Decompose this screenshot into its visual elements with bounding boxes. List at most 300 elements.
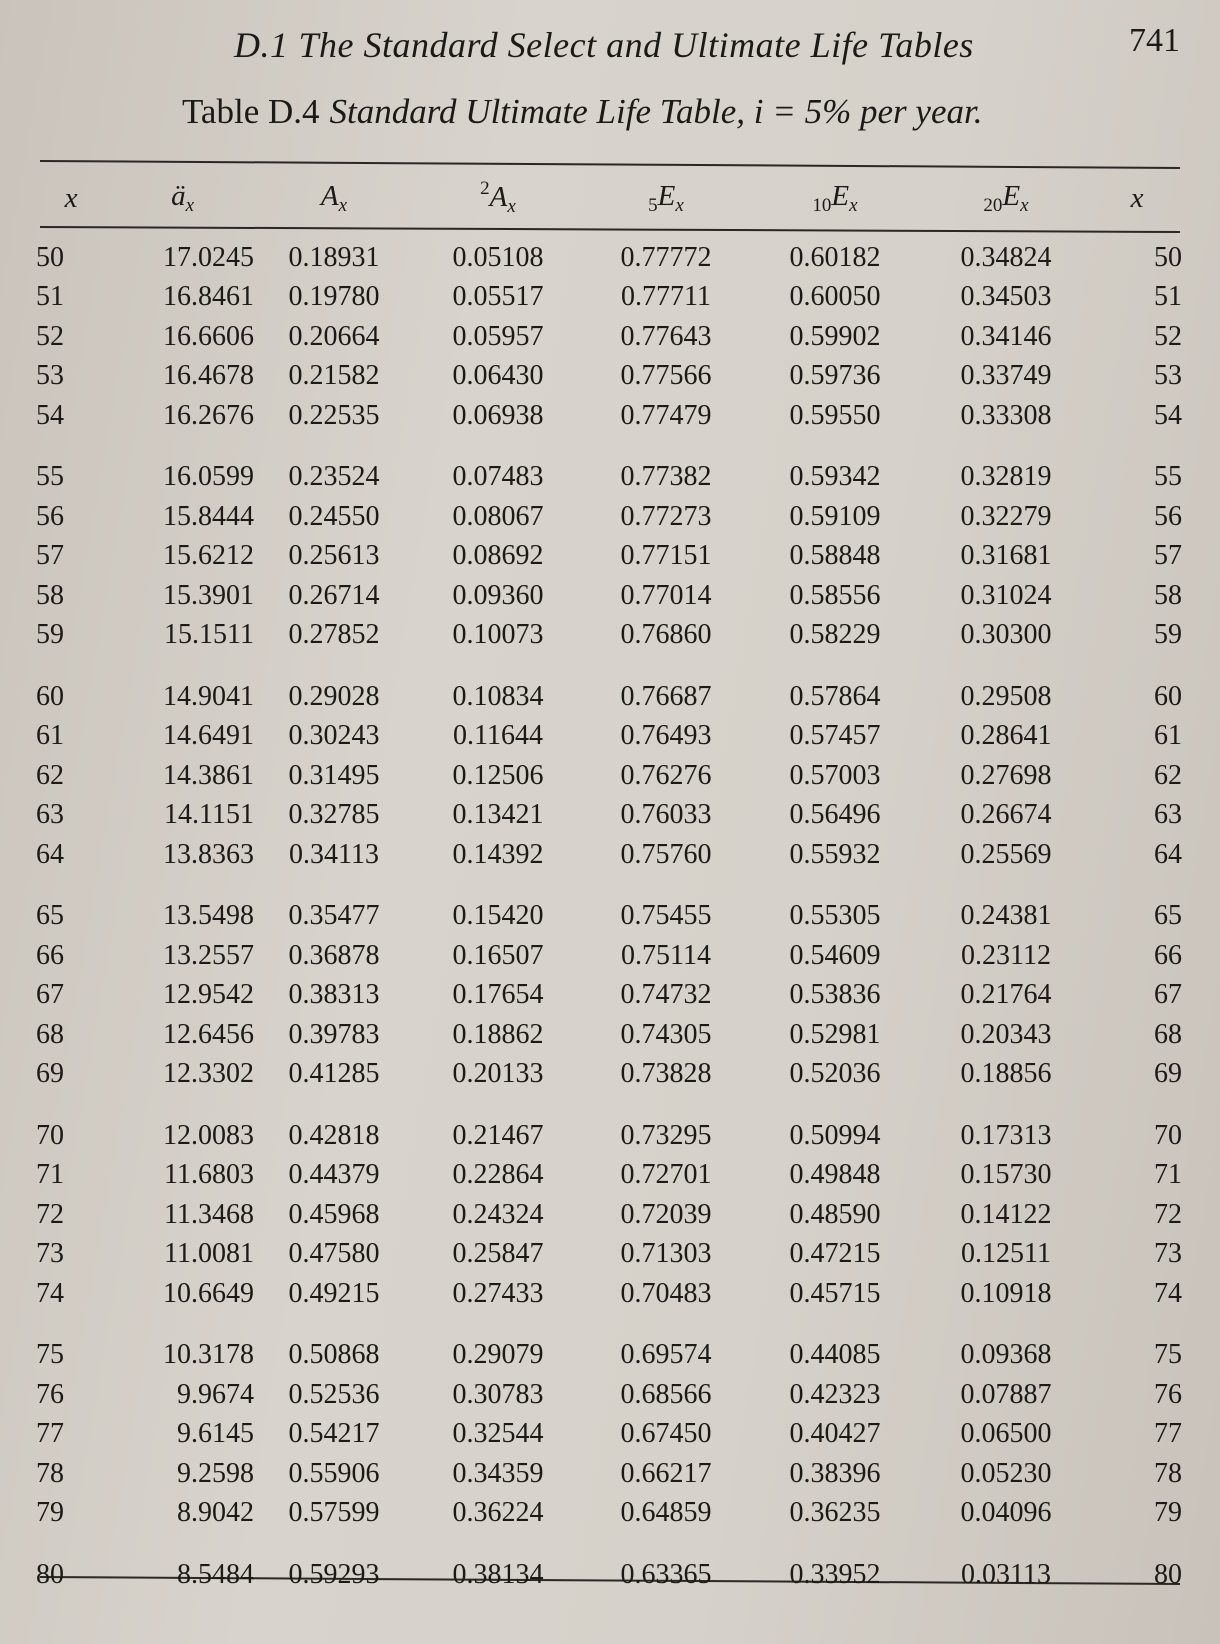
e20-cell: 0.09368 xyxy=(960,1339,1052,1371)
e10-cell: 0.48590 xyxy=(789,1198,881,1230)
header-insurance-sub: x xyxy=(338,194,348,216)
age-cell-right: 78 xyxy=(1154,1457,1182,1489)
age-cell-right: 59 xyxy=(1154,619,1182,651)
insurance-cell: 0.49215 xyxy=(288,1277,380,1309)
header-annuity-symbol: ä xyxy=(171,179,186,212)
e20-cell: 0.25569 xyxy=(960,838,1052,870)
annuity-cell: 13.2557 xyxy=(163,939,254,971)
age-cell-left: 74 xyxy=(36,1277,64,1309)
second-moment-cell: 0.22864 xyxy=(452,1159,544,1191)
table-row xyxy=(36,1195,1182,1235)
e5-cell: 0.70483 xyxy=(620,1277,712,1309)
e20-cell: 0.06500 xyxy=(960,1418,1052,1450)
e20-cell: 0.31024 xyxy=(960,579,1052,611)
annuity-cell: 12.3302 xyxy=(163,1058,254,1090)
e5-cell: 0.76687 xyxy=(620,680,712,712)
e10-cell: 0.58848 xyxy=(789,540,881,572)
insurance-cell: 0.47580 xyxy=(288,1238,380,1270)
table-row xyxy=(36,717,1182,757)
second-moment-cell: 0.38134 xyxy=(452,1558,544,1590)
age-cell-left: 71 xyxy=(36,1159,64,1191)
second-moment-cell: 0.21467 xyxy=(452,1119,544,1151)
e20-cell: 0.29508 xyxy=(960,680,1052,712)
age-cell-right: 73 xyxy=(1154,1238,1182,1270)
second-moment-cell: 0.18862 xyxy=(452,1018,544,1050)
second-moment-cell: 0.15420 xyxy=(452,900,544,932)
e5-cell: 0.72039 xyxy=(620,1198,712,1230)
age-cell-right: 68 xyxy=(1154,1018,1182,1050)
age-cell-right: 65 xyxy=(1154,900,1182,932)
e5-cell: 0.76493 xyxy=(620,720,712,752)
second-moment-cell: 0.25847 xyxy=(452,1238,544,1270)
annuity-cell: 15.3901 xyxy=(163,579,254,611)
e20-cell: 0.17313 xyxy=(960,1119,1052,1151)
e10-cell: 0.60050 xyxy=(789,281,881,313)
table-row xyxy=(36,976,1182,1016)
top-rule xyxy=(40,160,1180,169)
e10-cell: 0.52036 xyxy=(789,1058,881,1090)
table-row xyxy=(36,1533,1182,1595)
age-cell-right: 67 xyxy=(1154,979,1182,1011)
age-cell-right: 50 xyxy=(1154,241,1182,273)
e10-cell: 0.47215 xyxy=(789,1238,881,1270)
table-row xyxy=(36,1274,1182,1314)
table-title: Standard Ultimate Life Table, i = 5% per year. xyxy=(329,92,983,131)
e20-cell: 0.15730 xyxy=(960,1159,1052,1191)
e5-cell: 0.72701 xyxy=(620,1159,712,1191)
second-moment-cell: 0.30783 xyxy=(452,1378,544,1410)
annuity-cell: 8.5484 xyxy=(177,1558,254,1590)
insurance-cell: 0.52536 xyxy=(288,1378,380,1410)
annuity-cell: 10.3178 xyxy=(163,1339,254,1371)
insurance-cell: 0.42818 xyxy=(288,1119,380,1151)
insurance-cell: 0.38313 xyxy=(288,979,380,1011)
age-cell-left: 65 xyxy=(36,900,64,932)
annuity-cell: 16.8461 xyxy=(163,281,254,313)
table-row xyxy=(36,497,1182,537)
age-cell-left: 63 xyxy=(36,799,64,831)
annuity-cell: 12.9542 xyxy=(163,979,254,1011)
age-cell-left: 80 xyxy=(36,1558,64,1590)
table-row xyxy=(36,317,1182,357)
running-head xyxy=(234,24,974,66)
insurance-cell: 0.22535 xyxy=(288,399,380,431)
section-title: The Standard Select and Ultimate Life Tables xyxy=(298,25,974,65)
e10-cell: 0.57003 xyxy=(789,759,881,791)
annuity-cell: 11.0081 xyxy=(164,1238,254,1270)
header-e20-sub: x xyxy=(1020,194,1029,216)
header-second-moment-sup: 2 xyxy=(480,178,490,199)
age-cell-right: 63 xyxy=(1154,799,1182,831)
age-cell-left: 73 xyxy=(36,1238,64,1270)
header-annuity xyxy=(106,176,254,220)
e5-cell: 0.73295 xyxy=(620,1119,712,1151)
table-row xyxy=(36,396,1182,436)
second-moment-cell: 0.17654 xyxy=(452,979,544,1011)
e20-cell: 0.34503 xyxy=(960,281,1052,313)
age-cell-right: 52 xyxy=(1154,320,1182,352)
age-cell-right: 79 xyxy=(1154,1497,1182,1529)
e20-cell: 0.20343 xyxy=(960,1018,1052,1050)
header-e5-symbol: E xyxy=(657,179,676,212)
e10-cell: 0.56496 xyxy=(789,799,881,831)
e20-cell: 0.04096 xyxy=(960,1497,1052,1529)
e10-cell: 0.60182 xyxy=(789,241,881,273)
table-row xyxy=(36,835,1182,875)
e10-cell: 0.50994 xyxy=(789,1119,881,1151)
e10-cell: 0.33952 xyxy=(789,1558,881,1590)
annuity-cell: 14.9041 xyxy=(163,680,254,712)
age-cell-left: 66 xyxy=(36,939,64,971)
insurance-cell: 0.59293 xyxy=(288,1558,380,1590)
insurance-cell: 0.55906 xyxy=(288,1457,380,1489)
e10-cell: 0.54609 xyxy=(789,939,881,971)
e5-cell: 0.69574 xyxy=(620,1339,712,1371)
annuity-cell: 9.6145 xyxy=(177,1418,254,1450)
table-header-row xyxy=(36,176,1182,220)
second-moment-cell: 0.34359 xyxy=(452,1457,544,1489)
age-cell-left: 68 xyxy=(36,1018,64,1050)
e5-cell: 0.68566 xyxy=(620,1378,712,1410)
e5-cell: 0.75455 xyxy=(620,900,712,932)
annuity-cell: 13.8363 xyxy=(163,838,254,870)
age-cell-left: 55 xyxy=(36,461,64,493)
table-row xyxy=(36,1235,1182,1275)
age-cell-right: 77 xyxy=(1154,1418,1182,1450)
e10-cell: 0.59736 xyxy=(789,360,881,392)
age-cell-left: 53 xyxy=(36,360,64,392)
age-cell-right: 62 xyxy=(1154,759,1182,791)
age-cell-left: 56 xyxy=(36,500,64,532)
second-moment-cell: 0.24324 xyxy=(452,1198,544,1230)
age-cell-right: 60 xyxy=(1154,680,1182,712)
annuity-cell: 16.0599 xyxy=(163,461,254,493)
table-row xyxy=(36,576,1182,616)
e20-cell: 0.12511 xyxy=(961,1238,1051,1270)
insurance-cell: 0.29028 xyxy=(288,680,380,712)
page-number: 741 xyxy=(1129,22,1180,59)
e5-cell: 0.77711 xyxy=(621,281,711,313)
insurance-cell: 0.50868 xyxy=(288,1339,380,1371)
second-moment-cell: 0.06938 xyxy=(452,399,544,431)
e20-cell: 0.10918 xyxy=(960,1277,1052,1309)
age-cell-right: 72 xyxy=(1154,1198,1182,1230)
annuity-cell: 16.4678 xyxy=(163,360,254,392)
second-moment-cell: 0.09360 xyxy=(452,579,544,611)
second-moment-cell: 0.16507 xyxy=(452,939,544,971)
second-moment-cell: 0.05957 xyxy=(452,320,544,352)
header-x-left: x xyxy=(64,181,78,214)
table-row xyxy=(36,616,1182,656)
e10-cell: 0.55305 xyxy=(789,900,881,932)
age-cell-left: 75 xyxy=(36,1339,64,1371)
insurance-cell: 0.26714 xyxy=(288,579,380,611)
insurance-cell: 0.44379 xyxy=(288,1159,380,1191)
age-cell-left: 62 xyxy=(36,759,64,791)
e20-cell: 0.32279 xyxy=(960,500,1052,532)
e10-cell: 0.57864 xyxy=(789,680,881,712)
e5-cell: 0.77643 xyxy=(620,320,712,352)
age-cell-left: 69 xyxy=(36,1058,64,1090)
e20-cell: 0.18856 xyxy=(960,1058,1052,1090)
age-cell-right: 53 xyxy=(1154,360,1182,392)
header-e5-sub: x xyxy=(675,194,684,216)
table-caption xyxy=(182,92,982,132)
age-cell-left: 77 xyxy=(36,1418,64,1450)
header-e20-pre: 20 xyxy=(983,194,1003,216)
e20-cell: 0.33749 xyxy=(960,360,1052,392)
table-row xyxy=(36,1314,1182,1376)
e10-cell: 0.59550 xyxy=(789,399,881,431)
table-row xyxy=(36,1454,1182,1494)
age-cell-left: 78 xyxy=(36,1457,64,1489)
insurance-cell: 0.20664 xyxy=(288,320,380,352)
second-moment-cell: 0.07483 xyxy=(452,461,544,493)
insurance-cell: 0.35477 xyxy=(288,900,380,932)
insurance-cell: 0.39783 xyxy=(288,1018,380,1050)
e5-cell: 0.74305 xyxy=(620,1018,712,1050)
life-table xyxy=(36,176,1182,1595)
e10-cell: 0.57457 xyxy=(789,720,881,752)
e5-cell: 0.74732 xyxy=(620,979,712,1011)
header-e5-pre: 5 xyxy=(648,194,658,216)
header-e20 xyxy=(920,176,1092,220)
age-cell-left: 58 xyxy=(36,579,64,611)
age-cell-right: 64 xyxy=(1154,838,1182,870)
table-row xyxy=(36,875,1182,937)
table-row xyxy=(36,357,1182,397)
annuity-cell: 12.0083 xyxy=(163,1119,254,1151)
header-e20-symbol: E xyxy=(1002,179,1021,212)
second-moment-cell: 0.11644 xyxy=(453,720,543,752)
header-insurance-symbol: A xyxy=(320,179,339,212)
e20-cell: 0.33308 xyxy=(960,399,1052,431)
age-cell-left: 79 xyxy=(36,1497,64,1529)
age-cell-left: 59 xyxy=(36,619,64,651)
table-row xyxy=(36,537,1182,577)
e10-cell: 0.44085 xyxy=(789,1339,881,1371)
second-moment-cell: 0.05517 xyxy=(452,281,544,313)
second-moment-cell: 0.29079 xyxy=(452,1339,544,1371)
table-row xyxy=(36,436,1182,498)
e5-cell: 0.77273 xyxy=(620,500,712,532)
annuity-cell: 11.3468 xyxy=(164,1198,254,1230)
age-cell-left: 52 xyxy=(36,320,64,352)
e10-cell: 0.38396 xyxy=(789,1457,881,1489)
insurance-cell: 0.24550 xyxy=(288,500,380,532)
second-moment-cell: 0.13421 xyxy=(452,799,544,831)
e10-cell: 0.58556 xyxy=(789,579,881,611)
age-cell-right: 51 xyxy=(1154,281,1182,313)
age-cell-left: 67 xyxy=(36,979,64,1011)
age-cell-left: 76 xyxy=(36,1378,64,1410)
age-cell-left: 72 xyxy=(36,1198,64,1230)
e10-cell: 0.52981 xyxy=(789,1018,881,1050)
annuity-cell: 15.6212 xyxy=(163,540,254,572)
insurance-cell: 0.18931 xyxy=(288,241,380,273)
second-moment-cell: 0.12506 xyxy=(452,759,544,791)
age-cell-right: 76 xyxy=(1154,1378,1182,1410)
second-moment-cell: 0.20133 xyxy=(452,1058,544,1090)
insurance-cell: 0.27852 xyxy=(288,619,380,651)
insurance-cell: 0.25613 xyxy=(288,540,380,572)
e5-cell: 0.71303 xyxy=(620,1238,712,1270)
e20-cell: 0.30300 xyxy=(960,619,1052,651)
e10-cell: 0.49848 xyxy=(789,1159,881,1191)
table-row xyxy=(36,1375,1182,1415)
annuity-cell: 12.6456 xyxy=(163,1018,254,1050)
e20-cell: 0.24381 xyxy=(960,900,1052,932)
section-number: D.1 xyxy=(234,25,289,65)
annuity-cell: 11.6803 xyxy=(164,1159,254,1191)
header-e10-symbol: E xyxy=(831,179,850,212)
e10-cell: 0.55932 xyxy=(789,838,881,870)
e5-cell: 0.73828 xyxy=(620,1058,712,1090)
annuity-cell: 16.2676 xyxy=(163,399,254,431)
age-cell-left: 60 xyxy=(36,680,64,712)
age-cell-right: 58 xyxy=(1154,579,1182,611)
e5-cell: 0.77382 xyxy=(620,461,712,493)
annuity-cell: 14.1151 xyxy=(164,799,254,831)
e20-cell: 0.23112 xyxy=(961,939,1051,971)
table-row xyxy=(36,756,1182,796)
insurance-cell: 0.41285 xyxy=(288,1058,380,1090)
second-moment-cell: 0.08692 xyxy=(452,540,544,572)
insurance-cell: 0.21582 xyxy=(288,360,380,392)
annuity-cell: 17.0245 xyxy=(163,241,254,273)
e10-cell: 0.59342 xyxy=(789,461,881,493)
e20-cell: 0.32819 xyxy=(960,461,1052,493)
annuity-cell: 9.2598 xyxy=(177,1457,254,1489)
age-cell-left: 64 xyxy=(36,838,64,870)
e5-cell: 0.75760 xyxy=(620,838,712,870)
annuity-cell: 8.9042 xyxy=(177,1497,254,1529)
insurance-cell: 0.36878 xyxy=(288,939,380,971)
table-body xyxy=(36,220,1182,1595)
header-annuity-sub: x xyxy=(185,194,194,216)
insurance-cell: 0.19780 xyxy=(288,281,380,313)
annuity-cell: 16.6606 xyxy=(163,320,254,352)
annuity-cell: 10.6649 xyxy=(163,1277,254,1309)
e5-cell: 0.64859 xyxy=(620,1497,712,1529)
e5-cell: 0.67450 xyxy=(620,1418,712,1450)
insurance-cell: 0.54217 xyxy=(288,1418,380,1450)
insurance-cell: 0.32785 xyxy=(288,799,380,831)
age-cell-left: 57 xyxy=(36,540,64,572)
e20-cell: 0.05230 xyxy=(960,1457,1052,1489)
annuity-cell: 9.9674 xyxy=(177,1378,254,1410)
insurance-cell: 0.23524 xyxy=(288,461,380,493)
age-cell-right: 70 xyxy=(1154,1119,1182,1151)
header-e10 xyxy=(750,176,920,220)
e10-cell: 0.59109 xyxy=(789,500,881,532)
table-row xyxy=(36,1094,1182,1156)
header-e10-pre: 10 xyxy=(812,194,832,216)
e5-cell: 0.76860 xyxy=(620,619,712,651)
table-row xyxy=(36,1494,1182,1534)
table-row xyxy=(36,936,1182,976)
age-cell-right: 75 xyxy=(1154,1339,1182,1371)
second-moment-cell: 0.06430 xyxy=(452,360,544,392)
age-cell-left: 70 xyxy=(36,1119,64,1151)
age-cell-right: 80 xyxy=(1154,1558,1182,1590)
age-cell-left: 50 xyxy=(36,241,64,273)
second-moment-cell: 0.10834 xyxy=(452,680,544,712)
age-cell-right: 69 xyxy=(1154,1058,1182,1090)
second-moment-cell: 0.08067 xyxy=(452,500,544,532)
e10-cell: 0.59902 xyxy=(789,320,881,352)
annuity-cell: 13.5498 xyxy=(163,900,254,932)
table-row xyxy=(36,1015,1182,1055)
e10-cell: 0.45715 xyxy=(789,1277,881,1309)
e5-cell: 0.76276 xyxy=(620,759,712,791)
age-cell-right: 74 xyxy=(1154,1277,1182,1309)
second-moment-cell: 0.10073 xyxy=(452,619,544,651)
second-moment-cell: 0.36224 xyxy=(452,1497,544,1529)
e10-cell: 0.58229 xyxy=(789,619,881,651)
e5-cell: 0.75114 xyxy=(621,939,711,971)
header-second-moment xyxy=(414,176,582,220)
e5-cell: 0.77151 xyxy=(620,540,712,572)
age-cell-left: 54 xyxy=(36,399,64,431)
e20-cell: 0.34824 xyxy=(960,241,1052,273)
table-row xyxy=(36,655,1182,717)
second-moment-cell: 0.14392 xyxy=(452,838,544,870)
age-cell-right: 66 xyxy=(1154,939,1182,971)
e20-cell: 0.26674 xyxy=(960,799,1052,831)
e10-cell: 0.36235 xyxy=(789,1497,881,1529)
second-moment-cell: 0.27433 xyxy=(452,1277,544,1309)
age-cell-right: 56 xyxy=(1154,500,1182,532)
age-cell-left: 61 xyxy=(36,720,64,752)
table-row xyxy=(36,278,1182,318)
second-moment-cell: 0.32544 xyxy=(452,1418,544,1450)
age-cell-right: 61 xyxy=(1154,720,1182,752)
age-cell-right: 55 xyxy=(1154,461,1182,493)
e20-cell: 0.14122 xyxy=(960,1198,1052,1230)
header-x-right: x xyxy=(1130,181,1144,214)
insurance-cell: 0.30243 xyxy=(288,720,380,752)
e5-cell: 0.77479 xyxy=(620,399,712,431)
table-row xyxy=(36,1156,1182,1196)
e20-cell: 0.28641 xyxy=(960,720,1052,752)
age-cell-right: 57 xyxy=(1154,540,1182,572)
age-cell-left: 51 xyxy=(36,281,64,313)
e20-cell: 0.21764 xyxy=(960,979,1052,1011)
age-cell-right: 54 xyxy=(1154,399,1182,431)
annuity-cell: 14.6491 xyxy=(163,720,254,752)
insurance-cell: 0.34113 xyxy=(289,838,379,870)
e20-cell: 0.31681 xyxy=(960,540,1052,572)
header-e5 xyxy=(582,176,750,220)
table-row xyxy=(36,1415,1182,1455)
e5-cell: 0.66217 xyxy=(620,1457,712,1489)
e20-cell: 0.27698 xyxy=(960,759,1052,791)
e5-cell: 0.76033 xyxy=(620,799,712,831)
insurance-cell: 0.45968 xyxy=(288,1198,380,1230)
e20-cell: 0.03113 xyxy=(961,1558,1051,1590)
e20-cell: 0.34146 xyxy=(960,320,1052,352)
e10-cell: 0.40427 xyxy=(789,1418,881,1450)
annuity-cell: 15.8444 xyxy=(163,500,254,532)
e10-cell: 0.53836 xyxy=(789,979,881,1011)
table-label: Table D.4 xyxy=(182,92,320,131)
table-row xyxy=(36,796,1182,836)
table-row xyxy=(36,220,1182,278)
header-second-moment-sub: x xyxy=(507,196,516,217)
second-moment-cell: 0.05108 xyxy=(452,241,544,273)
header-e10-sub: x xyxy=(849,194,858,216)
